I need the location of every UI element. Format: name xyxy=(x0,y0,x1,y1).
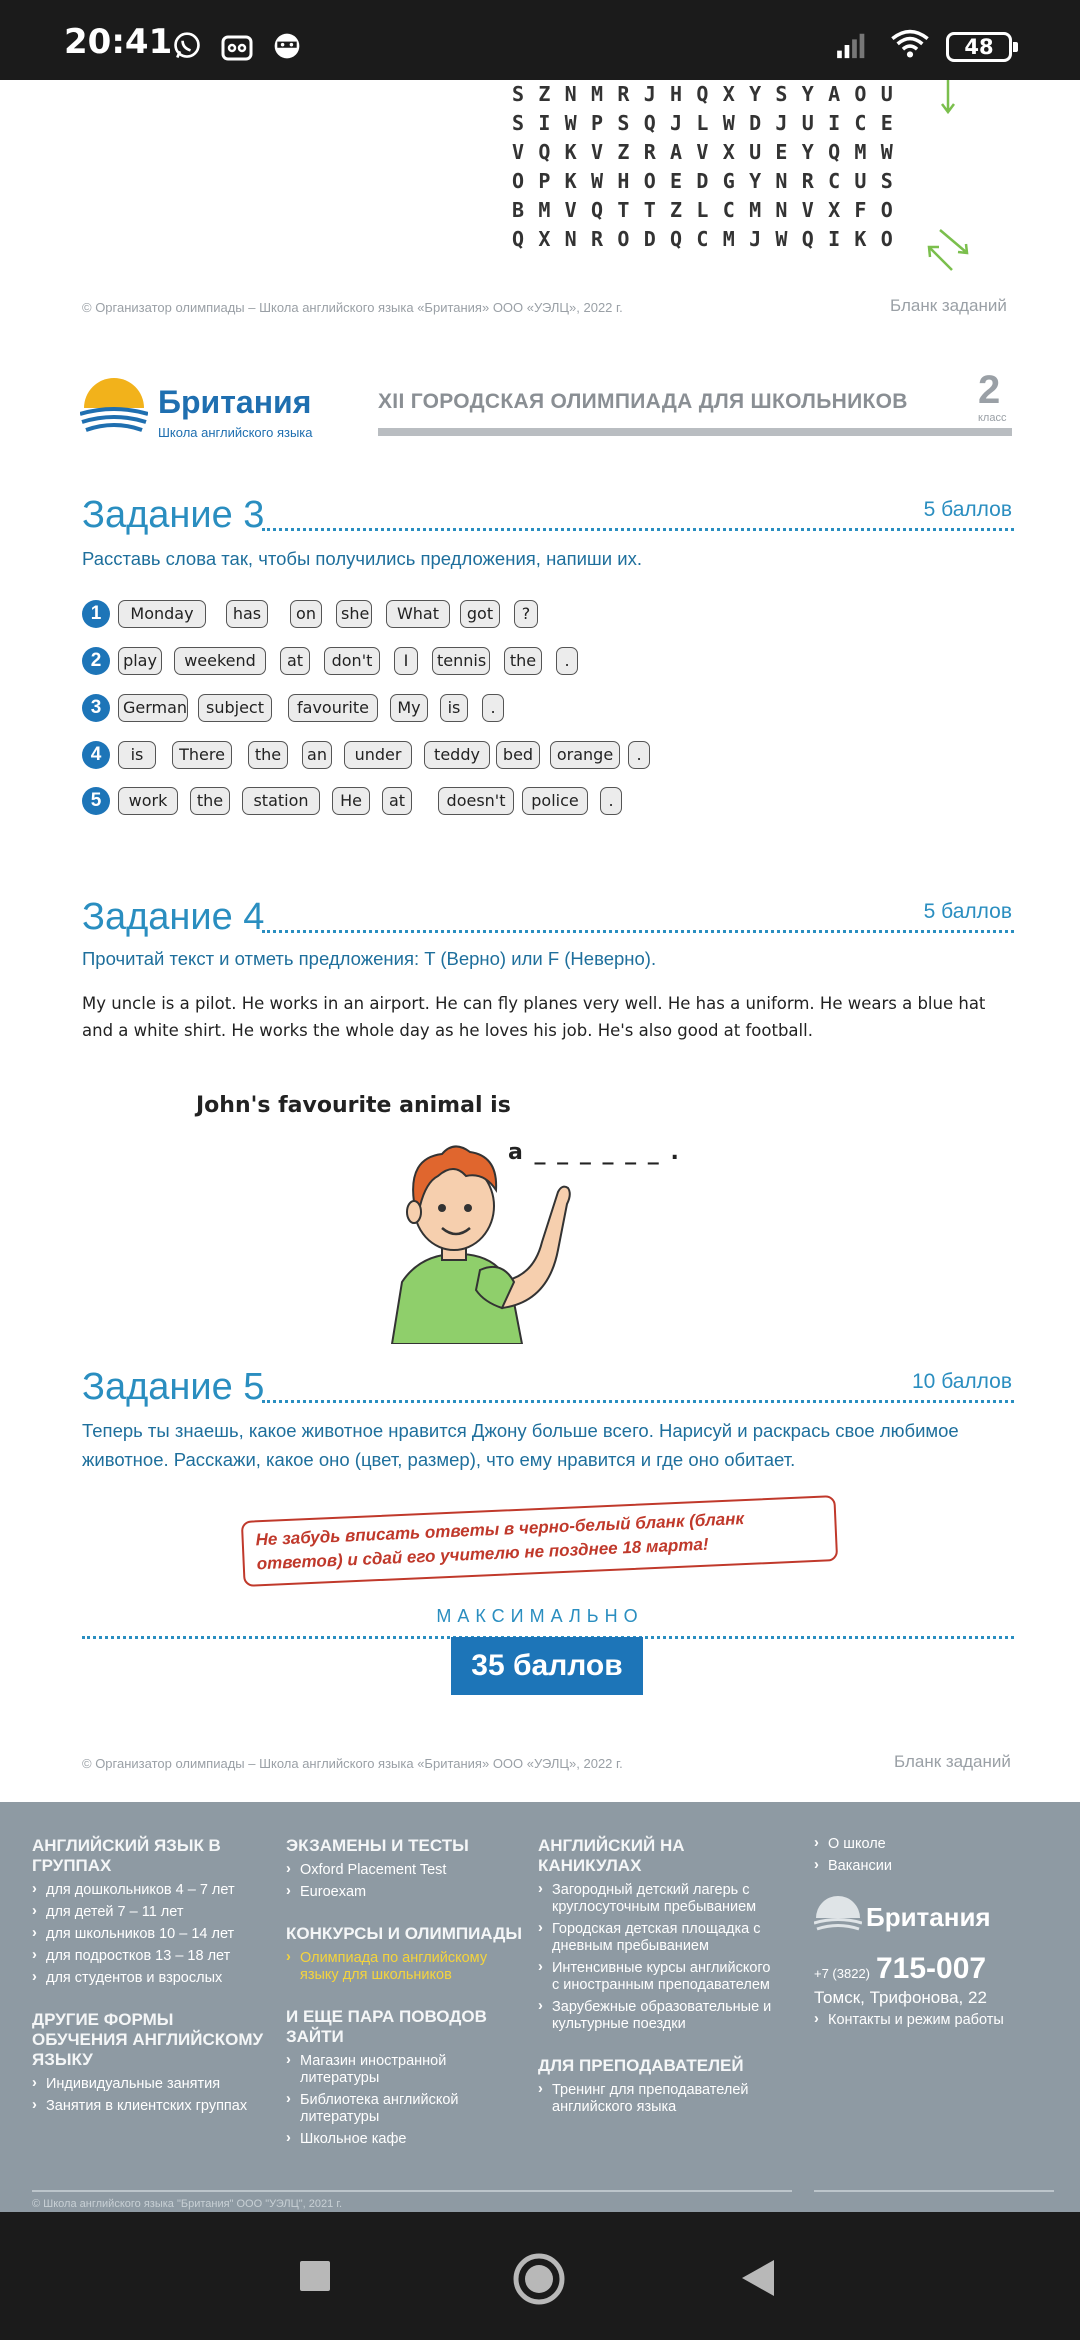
wordsearch-arrows xyxy=(918,80,988,280)
page-label: Бланк заданий xyxy=(894,1752,1011,1771)
footer-link-contacts[interactable]: › Контакты и режим работы xyxy=(814,2012,1080,2029)
task4-divider xyxy=(262,930,1014,933)
wordsearch-row: OPKWHOEDGYNRCUS xyxy=(512,169,908,193)
footer-link[interactable]: › Зарубежные образовательные и культурные поездки xyxy=(538,1999,774,2033)
word-chip: I xyxy=(394,647,418,675)
footer-link[interactable]: › для студентов и взрослых xyxy=(32,1970,272,1987)
android-nav-bar xyxy=(0,2212,1080,2340)
word-chip: German xyxy=(118,694,188,722)
olympiad-title: XII ГОРОДСКАЯ ОЛИМПИАДА ДЛЯ ШКОЛЬНИКОВ xyxy=(378,390,908,413)
footer-logo-icon xyxy=(814,1894,862,1938)
footer-link[interactable]: › Занятия в клиентских группах xyxy=(32,2098,272,2115)
word-chip: There xyxy=(172,741,232,769)
task3-points: 5 баллов xyxy=(923,498,1012,521)
signal-icon xyxy=(834,30,874,60)
battery-indicator: 48 xyxy=(946,32,1012,62)
footer-heading: АНГЛИЙСКИЙ НА КАНИКУЛАХ xyxy=(538,1836,685,1875)
word-chip: work xyxy=(118,787,178,815)
word-chip: under xyxy=(344,741,412,769)
footer-link[interactable]: › О школе xyxy=(814,1836,1054,1853)
site-footer xyxy=(0,1802,1080,2212)
word-chip: ? xyxy=(514,600,538,628)
footer-link[interactable]: › для детей 7 – 11 лет xyxy=(32,1904,272,1921)
footer-brand: Британия xyxy=(866,1902,991,1932)
footer-link[interactable]: › Магазин иностранной литературы xyxy=(286,2053,522,2087)
john-prompt: John's favourite animal is xyxy=(196,1093,511,1118)
footer-heading: КОНКУРСЫ И ОЛИМПИАДЫ xyxy=(286,1924,522,1943)
phone-number[interactable]: 715-007 xyxy=(876,1952,987,1985)
task4-passage: My uncle is a pilot. He works in an airport. He can fly planes very well. He has a uniform. He wears a blue hat and a white shirt. He works the whole day as he loves his job. He's also good at football. xyxy=(82,994,986,1040)
word-chip: doesn't xyxy=(438,787,514,815)
britannia-logo-icon xyxy=(80,374,148,438)
row-number: 2 xyxy=(82,647,110,675)
word-chip: . xyxy=(628,741,650,769)
recent-apps-icon[interactable] xyxy=(300,2261,330,2291)
word-chip: favourite xyxy=(288,694,378,722)
task4-title: Задание 4 xyxy=(82,896,265,938)
address: Томск, Трифонова, 22 xyxy=(814,1988,987,2007)
footer-link[interactable]: › для подростков 13 – 18 лет xyxy=(32,1948,272,1965)
word-chip: play xyxy=(118,647,162,675)
wordsearch-row: SZNMRJHQXYSYAOU xyxy=(512,82,908,106)
word-chip: the xyxy=(504,647,542,675)
word-chip: tennis xyxy=(432,647,490,675)
task5-divider xyxy=(262,1400,1014,1403)
footer-divider xyxy=(32,2190,792,2192)
max-score: 35 баллов xyxy=(451,1637,643,1695)
home-icon[interactable] xyxy=(512,2252,566,2306)
word-chip: He xyxy=(332,787,370,815)
footer-link[interactable]: › Вакансии xyxy=(814,1858,1054,1875)
word-chip: orange xyxy=(550,741,620,769)
whatsapp-icon xyxy=(170,31,204,61)
footer-link[interactable]: › Тренинг для преподавателей английского языка xyxy=(538,2082,774,2116)
footer-link[interactable]: › Oxford Placement Test xyxy=(286,1862,522,1879)
footer-link[interactable]: › Интенсивные курсы английского с иностранным преподавателем xyxy=(538,1960,774,1994)
word-chip: bed xyxy=(496,741,540,769)
wifi-icon xyxy=(888,28,932,58)
task3-instruction: Расставь слова так, чтобы получились предложения, напиши их. xyxy=(82,548,642,569)
grade-number: 2 xyxy=(978,368,1001,412)
task4-instruction: Прочитай текст и отметь предложения: T (Верно) или F (Неверно). xyxy=(82,948,657,969)
footer-link[interactable]: › для дошкольников 4 – 7 лет xyxy=(32,1882,272,1899)
footer-col-contacts xyxy=(814,1836,1054,1880)
phone-code: +7 (3822) xyxy=(814,1966,871,1981)
word-chip: Monday xyxy=(118,600,206,628)
word-chip: What xyxy=(386,600,450,628)
word-chip: the xyxy=(248,741,288,769)
footer-heading: И ЕЩЕ ПАРА ПОВОДОВ ЗАЙТИ xyxy=(286,2007,487,2046)
word-chip: at xyxy=(382,787,412,815)
row-number: 5 xyxy=(82,787,110,815)
word-chip: . xyxy=(600,787,622,815)
word-chip: My xyxy=(390,694,428,722)
word-chip: don't xyxy=(324,647,380,675)
wordsearch-row: SIWPSQJLWDJUICE xyxy=(512,111,908,135)
task3-title: Задание 3 xyxy=(82,494,265,536)
footer-col-groups xyxy=(32,1836,272,2120)
task5-title: Задание 5 xyxy=(82,1366,265,1408)
status-bar xyxy=(0,0,1080,80)
max-label: МАКСИМАЛЬНО xyxy=(436,1606,644,1626)
word-chip: is xyxy=(118,741,156,769)
footer-link[interactable]: › Загородный детский лагерь с круглосуточным пребыванием xyxy=(538,1882,774,1916)
footer-copyright: © Школа английского языка "Британия" ООО "УЭЛЦ", 2021 г. xyxy=(32,2198,343,2210)
brand-name: Британия xyxy=(158,384,312,420)
word-chip: an xyxy=(302,741,332,769)
footer-col-holidays xyxy=(538,1836,774,2121)
word-chip: is xyxy=(440,694,468,722)
footer-link-active[interactable]: › Олимпиада по английскому языку для школьников xyxy=(286,1950,522,1984)
word-chip: . xyxy=(482,694,504,722)
task3-divider xyxy=(262,528,1014,531)
word-chip: has xyxy=(226,600,268,628)
brand-subtitle: Школа английского языка xyxy=(158,425,313,440)
page-copyright: © Организатор олимпиады – Школа английского языка «Британия» ООО «УЭЛЦ», 2022 г. xyxy=(82,1756,623,1771)
word-chip: on xyxy=(290,600,322,628)
grade-label: класс xyxy=(978,412,1007,424)
back-icon[interactable] xyxy=(740,2258,776,2298)
footer-link[interactable]: › Школьное кафе xyxy=(286,2131,522,2148)
boy-illustration xyxy=(362,1132,582,1344)
footer-heading: ЭКЗАМЕНЫ И ТЕСТЫ xyxy=(286,1836,469,1855)
footer-heading: АНГЛИЙСКИЙ ЯЗЫК В ГРУППАХ xyxy=(32,1836,221,1875)
ninja-app-icon xyxy=(270,31,304,61)
word-chip: got xyxy=(460,600,500,628)
status-time: 20:41 xyxy=(64,22,173,62)
word-chip: station xyxy=(242,787,320,815)
task4-points: 5 баллов xyxy=(923,900,1012,923)
word-chip: weekend xyxy=(174,647,266,675)
footer-divider xyxy=(814,2190,1054,2192)
footer-heading: ДЛЯ ПРЕПОДАВАТЕЛЕЙ xyxy=(538,2056,744,2075)
task5-instruction: Теперь ты знаешь, какое животное нравится Джону больше всего. Нарисуй и раскрась свое любимое животное. Расскажи, какое оно (цвет, размер), что ему нравится и где оно обитает. xyxy=(82,1420,959,1470)
footer-link[interactable]: › Индивидуальные занятия xyxy=(32,2076,272,2093)
word-chip: the xyxy=(190,787,230,815)
wordsearch-row: BMVQTTZLCMNVXFO xyxy=(512,198,908,222)
wordsearch-row: VQKVZRAVXUEYQMW xyxy=(512,140,908,164)
word-chip: . xyxy=(556,647,578,675)
deadline-reminder: Не забудь вписать ответы в черно-белый бланк (бланк ответов) и сдай его учителю не позднее 18 марта! xyxy=(241,1495,838,1587)
word-chip: police xyxy=(522,787,588,815)
row-number: 3 xyxy=(82,694,110,722)
voicemail-icon xyxy=(220,33,254,63)
wordsearch-grid xyxy=(512,80,907,254)
row-number: 4 xyxy=(82,741,110,769)
footer-col-exams xyxy=(286,1836,522,2153)
word-chip: subject xyxy=(198,694,272,722)
answer-blank: a _ _ _ _ _ _ . xyxy=(508,1140,681,1165)
wordsearch-row: QXNRODQCMJWQIKO xyxy=(512,227,908,251)
page-label: Бланк заданий xyxy=(890,296,1007,315)
footer-link[interactable]: › для школьников 10 – 14 лет xyxy=(32,1926,272,1943)
task5-points: 10 баллов xyxy=(912,1370,1012,1393)
footer-heading: ДРУГИЕ ФОРМЫ ОБУЧЕНИЯ АНГЛИЙСКОМУ ЯЗЫКУ xyxy=(32,2010,264,2069)
header-underline xyxy=(378,428,1012,436)
footer-link[interactable]: › Библиотека английской литературы xyxy=(286,2092,522,2126)
footer-link[interactable]: › Euroexam xyxy=(286,1884,522,1901)
word-chip: she xyxy=(336,600,372,628)
page-copyright: © Организатор олимпиады – Школа английского языка «Британия» ООО «УЭЛЦ», 2022 г. xyxy=(82,300,623,315)
footer-link[interactable]: › Городская детская площадка с дневным пребыванием xyxy=(538,1921,774,1955)
word-chip: teddy xyxy=(424,741,490,769)
row-number: 1 xyxy=(82,600,110,628)
word-chip: at xyxy=(280,647,310,675)
